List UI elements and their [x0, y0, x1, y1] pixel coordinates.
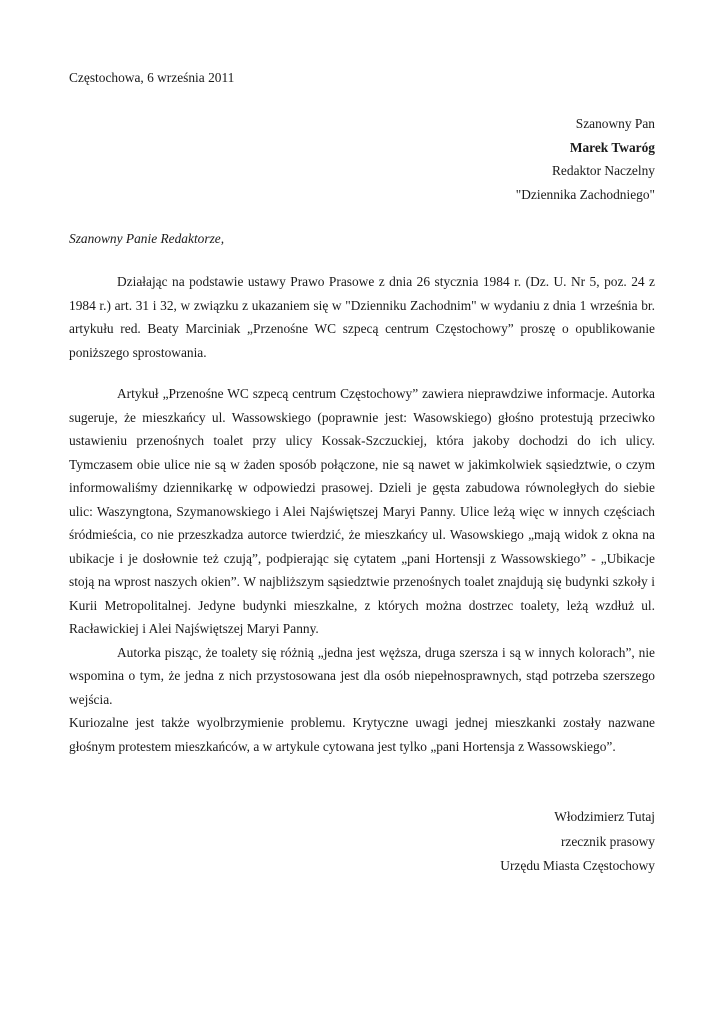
recipient-salutation-line: Szanowny Pan	[575, 116, 655, 131]
recipient-block	[255, 112, 655, 206]
paragraph-correction: Artykuł „Przenośne WC szpecą centrum Częstochowy” zawiera nieprawdziwe informacje. Autorka sugeruje, że mieszkańcy ul. Wassowskiego (poprawnie jest: Wasowskiego) głośno protestują przeciwko ustawieniu przenośnych toalet przy ulicy Kossak-Szczuckiej, która jakoby dochodzi do ich ulicy. Tymczasem obie ulice nie są w żaden sposób połączone, nie są nawet w jakimkolwiek sąsiedztwie, o czym informowaliśmy dziennikarkę w odpowiedzi prasowej. Dzieli je gęsta zabudowa równoległych do siebie ulic: Waszyngtona, Szymanowskiego i Alei Najświętszej Maryi Panny. Ulice leżą więc w innych częściach śródmieścia, co nie przeszkadza autorce twierdzić, że mieszkańcy ul. Wasowskiego „mają widok z okna na ubikacje i je dosłownie też czują”, podpierając się cytatem „pani Hortensji z Wassowskiego” - „Ubikacje stoją na wprost naszych okien”. W najbliższym sąsiedztwie przenośnych toalet znajdują się budynki szkoły i Kurii Metropolitalnej. Jedyne budynki mieszkalne, z których można dostrzec toalety, leżą wzdłuż ul. Racławickiej i Alei Najświętszej Maryi Panny.	[69, 386, 655, 636]
date-line: Częstochowa, 6 września 2011	[69, 70, 235, 85]
recipient-publication: "Dziennika Zachodniego"	[515, 186, 655, 202]
recipient-title: Redaktor Naczelny	[552, 163, 655, 178]
letter-body	[69, 270, 655, 758]
signature-office: Urzędu Miasta Częstochowy	[500, 858, 655, 873]
paragraph-toilets: Autorka pisząc, że toalety się różnią „jedna jest węższa, druga szersza i są w innych kolorach”, nie wspomina o tym, że jedna z nich przystosowana jest dla osób niepełnosprawnych, stąd potrzeba szerszego wejścia.	[69, 644, 655, 707]
recipient-name: Marek Twaróg	[569, 139, 655, 155]
paragraph-intro: Działając na podstawie ustawy Prawo Prasowe z dnia 26 stycznia 1984 r. (Dz. U. Nr 5, poz. 24 z 1984 r.) art. 31 i 32, w związku z ukazaniem się w "Dzienniku Zachodnim" w wydaniu z dnia 1 września br. artykułu red. Beaty Marciniak „Przenośne WC szpecą centrum Częstochowy” proszę o opublikowanie poniższego sprostowania.	[69, 274, 655, 360]
signature-role: rzecznik prasowy	[560, 833, 655, 849]
salutation: Szanowny Panie Redaktorze,	[69, 231, 225, 246]
signature-name: Włodzimierz Tutaj	[554, 809, 655, 824]
signature-block	[255, 805, 655, 879]
paragraph-conclusion: Kuriozalne jest także wyolbrzymienie problemu. Krytyczne uwagi jednej mieszkanki zostały nazwane głośnym protestem mieszkańców, a w artykule cytowana jest tylko „pani Hortensja z Wassowskiego”.	[69, 715, 655, 754]
